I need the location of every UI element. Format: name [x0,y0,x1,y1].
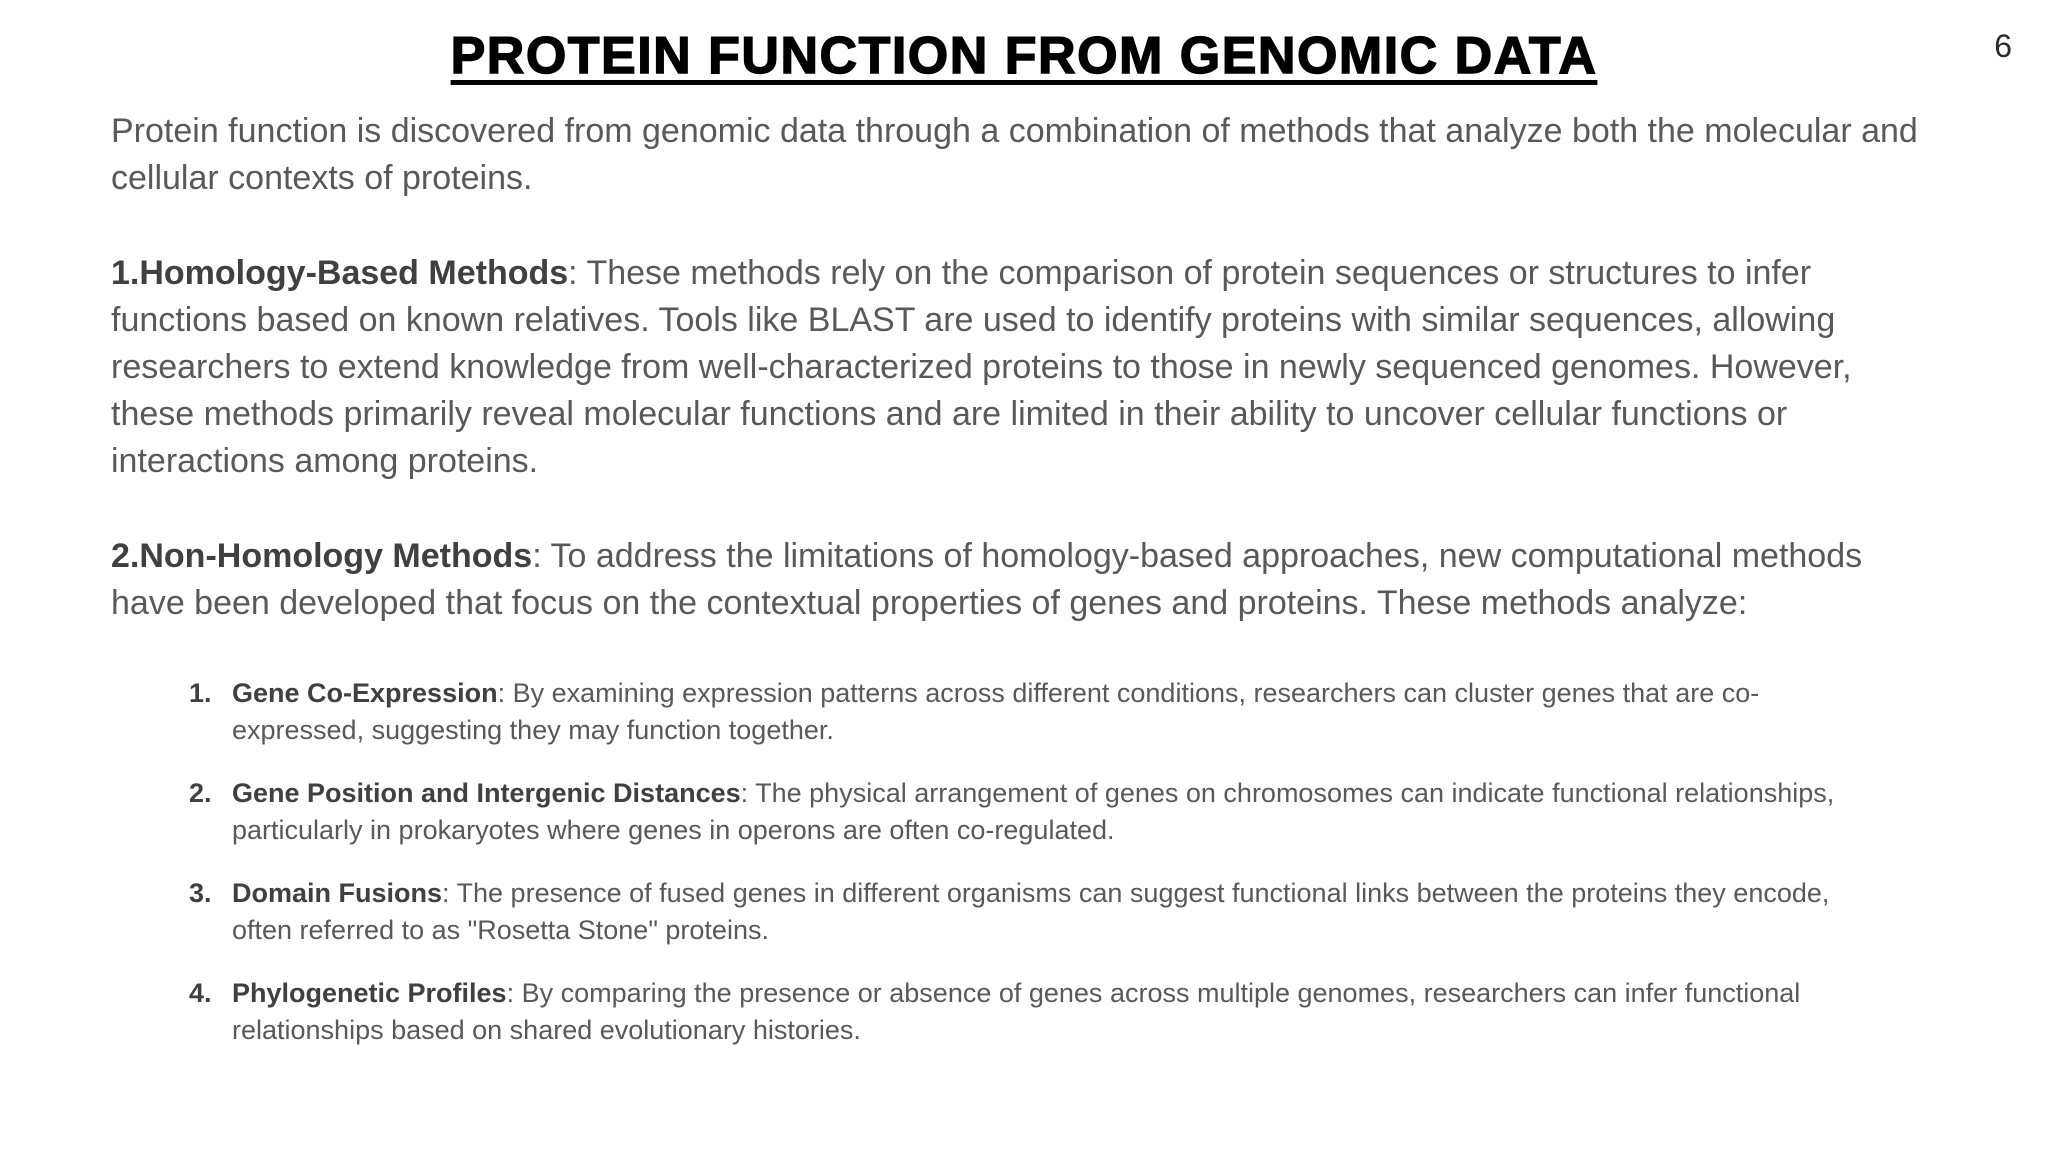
methods-list [111,675,1931,1049]
method-term: Domain Fusions [232,878,443,908]
method-number: 1. [189,678,212,708]
section-homology [111,250,1931,485]
method-desc: : By comparing the presence or absence of genes across multiple genomes, researchers can infer functional relationships based on shared evolutionary histories. [232,978,1801,1045]
section-non-homology-heading: 2.Non-Homology Methods [111,537,533,575]
section-homology-heading: 1.Homology-Based Methods [111,254,569,292]
method-number: 2. [189,778,212,808]
section-homology-body: : These methods rely on the comparison of protein sequences or structures to infer functions based on known relatives. Tools like BLAST are used to identify proteins with similar sequences, allowing researchers to extend knowledge from well-characterized proteins to those in newly sequenced genomes. However, these methods primarily reveal molecular functions and are limited in their ability to uncover cellular functions or interactions among proteins. [111,254,1852,480]
slide-content [111,108,1931,1075]
method-text [232,675,1889,749]
slide-title: PROTEIN FUNCTION FROM GENOMIC DATA [450,27,1598,85]
method-desc: : By examining expression patterns across different conditions, researchers can cluster genes that are co-expressed, suggesting they may function together. [232,678,1760,745]
method-desc: : The physical arrangement of genes on chromosomes can indicate functional relationships, particularly in prokaryotes where genes in operons are often co-regulated. [232,778,1835,845]
method-item-gene-co-expression [189,675,1889,749]
intro-paragraph: Protein function is discovered from genomic data through a combination of methods that analyze both the molecular and cellular contexts of proteins. [111,112,1918,197]
method-text [232,975,1889,1049]
method-text [232,875,1889,949]
method-term: Gene Co-Expression [232,678,498,708]
method-term: Phylogenetic Profiles [232,978,507,1008]
slide-number: 6 [1994,28,2012,64]
method-text [232,775,1889,849]
section-non-homology-body: : To address the limitations of homology-based approaches, new computational methods have been developed that focus on the contextual properties of genes and proteins. These methods analyze: [111,537,1863,622]
section-non-homology [111,533,1931,627]
method-item-gene-position [189,775,1889,849]
method-term: Gene Position and Intergenic Distances [232,778,741,808]
method-item-phylogenetic-profiles [189,975,1889,1049]
method-number: 3. [189,878,212,908]
method-item-domain-fusions [189,875,1889,949]
method-desc: : The presence of fused genes in different organisms can suggest functional links between the proteins they encode, often referred to as "Rosetta Stone" proteins. [232,878,1830,945]
method-number: 4. [189,978,212,1008]
